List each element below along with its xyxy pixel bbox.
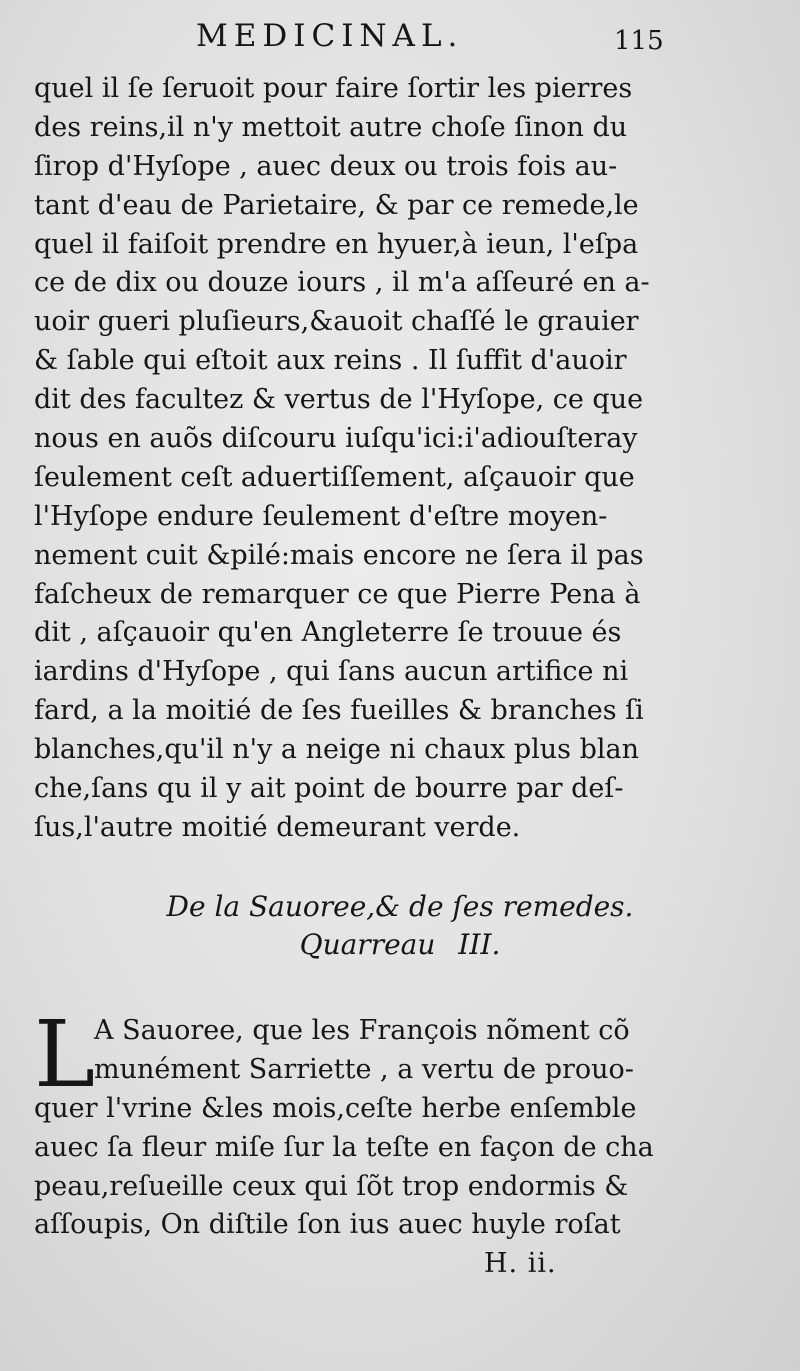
text-line: aſſoupis, On diſtile ſon ius auec huyle roſat bbox=[34, 1209, 621, 1241]
running-title: MEDICINAL. bbox=[196, 18, 464, 54]
text-line: ſus,l'autre moitié demeurant verde. bbox=[34, 811, 521, 843]
text-line: uoir gueri pluſieurs,&auoit chaſſé le grauier bbox=[34, 306, 639, 338]
signature-mark: H. ii. bbox=[484, 1248, 557, 1279]
text-line: ce de dix ou douze iours , il m'a aſſeuré en a- bbox=[34, 267, 650, 299]
section-heading bbox=[0, 888, 800, 964]
text-line: che,ſans qu il y ait point de bourre par deſ- bbox=[34, 773, 624, 805]
text-line: ſirop d'Hyſope , auec deux ou trois fois au- bbox=[34, 150, 618, 182]
text-line: tant d'eau de Parietaire, & par ce remede,le bbox=[34, 189, 639, 221]
text-line: dit , aſçauoir qu'en Angleterre ſe trouue és bbox=[34, 617, 622, 649]
text-line: peau,reſueille ceux qui ſõt trop endormis & bbox=[34, 1170, 629, 1202]
section-body bbox=[34, 1001, 684, 1245]
text-line: quel il faiſoit prendre en hyuer,à ieun, l'eſpa bbox=[34, 228, 639, 260]
page-header bbox=[0, 18, 800, 64]
text-line: iardins d'Hyſope , qui ſans aucun artifice ni bbox=[34, 656, 629, 688]
text-line: quel il ſe ſeruoit pour faire ſortir les pierres bbox=[34, 73, 633, 104]
text-line: quer l'vrine &les mois,ceſte herbe enſemble bbox=[34, 1092, 637, 1124]
text-line: ſeulement ceſt aduertiſſement, aſçauoir que bbox=[34, 461, 635, 493]
text-line: des reins,il n'y mettoit autre choſe ſinon du bbox=[34, 111, 628, 143]
text-line: blanches,qu'il n'y a neige ni chaux plus blan bbox=[34, 734, 640, 766]
section-subtitle: Quarreau III. bbox=[299, 928, 501, 961]
text-line: & ſable qui eſtoit aux reins . Il ſuffit d'auoir bbox=[34, 345, 627, 377]
text-line: nous en auõs diſcouru iuſqu'ici:i'adiouſteray bbox=[34, 423, 638, 455]
text-line: l'Hyſope endure ſeulement d'eſtre moyen- bbox=[34, 500, 608, 532]
body-text bbox=[34, 70, 684, 848]
text-line: dit des facultez & vertus de l'Hyſope, ce que bbox=[34, 384, 644, 416]
section-title: De la Sauoree,& de ſes remedes. bbox=[166, 890, 634, 923]
text-line: munément Sarriette , a vertu de prouo- bbox=[94, 1053, 634, 1085]
drop-cap-initial: L bbox=[34, 1001, 96, 1108]
page-number: 115 bbox=[614, 26, 664, 56]
text-line: nement cuit &pilé:mais encore ne ſera il pas bbox=[34, 539, 644, 571]
text-line: faſcheux de remarquer ce que Pierre Pena à bbox=[34, 578, 641, 610]
text-line: fard, a la moitié de ſes fueilles & branches ſi bbox=[34, 695, 644, 727]
text-line: A Sauoree, que les François nõment cõ bbox=[94, 1015, 630, 1046]
text-line: auec ſa fleur miſe ſur la teſte en façon de cha bbox=[34, 1131, 654, 1163]
